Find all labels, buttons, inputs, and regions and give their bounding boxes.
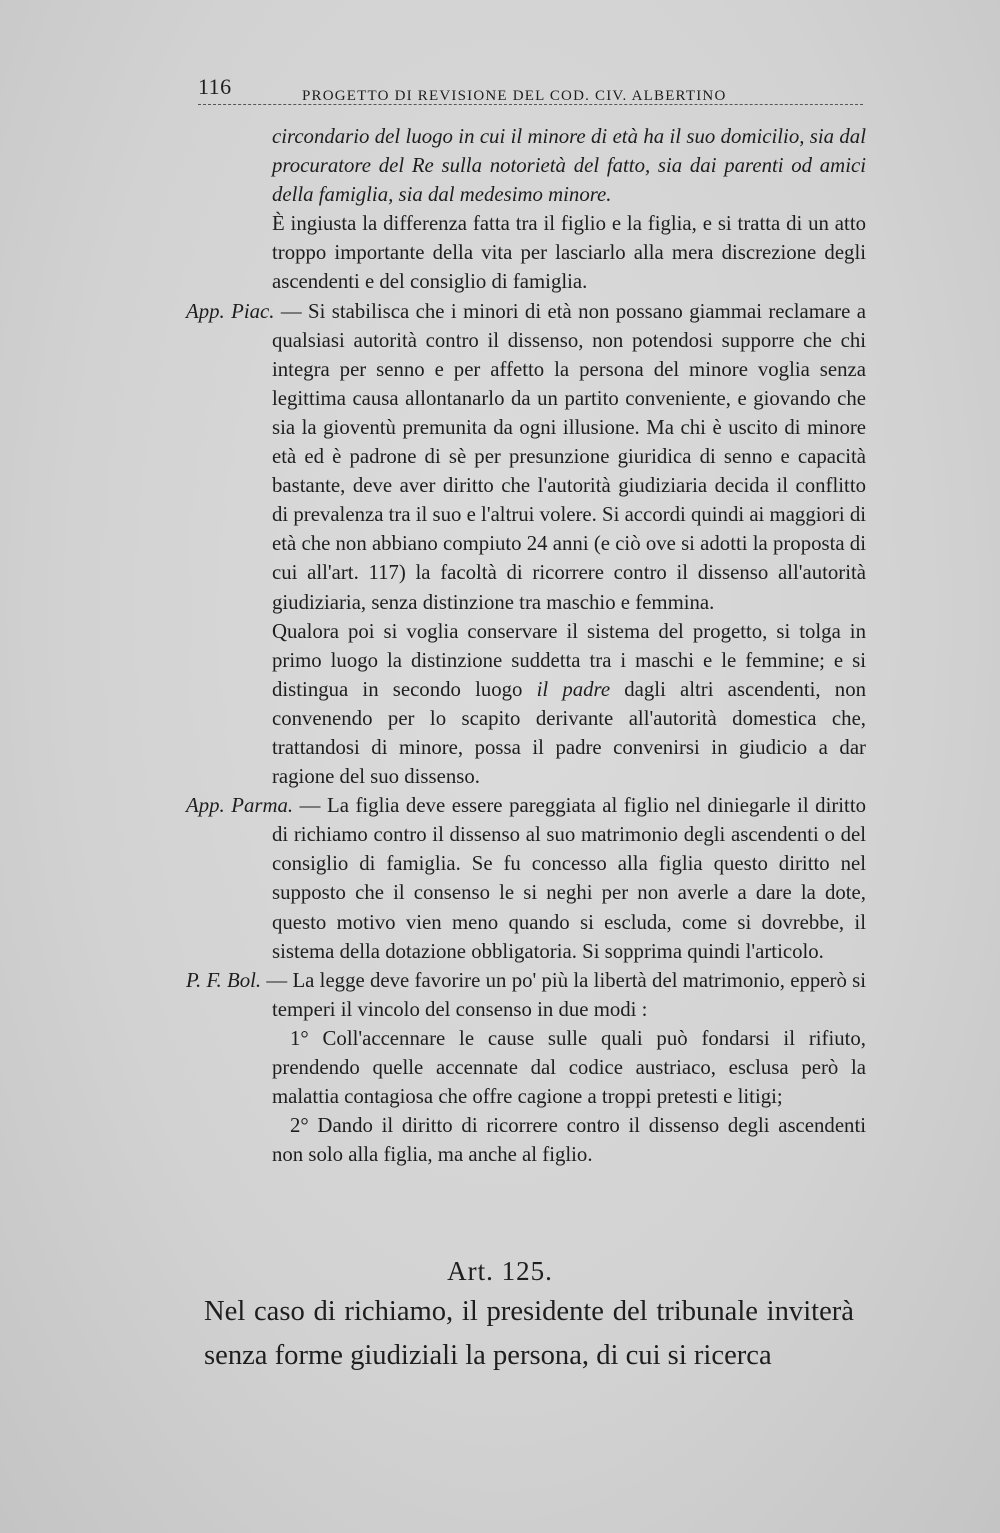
comment-parma [186, 791, 866, 966]
comment-bologna-text: — La legge deve favorire un po' più la libertà del matrimonio, epperò si temperi il vincolo del consenso in due modi : [266, 968, 866, 1021]
source-label-piacenza: App. Piac. [186, 299, 275, 323]
enumerated-point-2 [186, 1111, 866, 1169]
running-header [198, 74, 863, 105]
article-heading: Art. 125. [447, 1256, 553, 1286]
comment-piacenza-text: — Si stabilisca che i minori di età non possano giammai reclamare a qualsiasi autorità contro il dissenso, non potendosi supporre che chi integra per senno e per affetto la persona del minore voglia senza legittima causa allontanarlo da un partito conveniente, e giovando che sia la gioventù premunita da ogni illusione. Ma chi è uscito di minore età ed è padrone di sè per presunzione giuridica di senno e capacità bastante, deve aver diritto che l'autorità giudiziaria decida il conflitto di prevalenza tra il suo e l'altrui volere. Si accordi quindi ai maggiori di età che non abbiano compiuto 24 anni (e ciò ove si adotti la proposta di cui all'art. 117) la facoltà di ricorrere contro il dissenso all'autorità giudiziaria, senza distinzione tra maschio e femmina. [272, 299, 866, 614]
enumerated-point-2-text: 2° Dando il diritto di ricorrere contro il dissenso degli ascendenti non solo alla figlia, ma anche al figlio. [272, 1114, 866, 1167]
source-label-parma: App. Parma. [186, 794, 294, 818]
commentary-body [186, 122, 866, 1169]
paragraph-ingiusta [186, 209, 866, 296]
paragraph-qualora-before: Qualora poi si voglia conservare il sistema del progetto, si tolga in primo luogo la distinzione suddetta tra i maschi e le femmine; e si distingua in secondo luogo [272, 619, 866, 701]
comment-bologna [186, 966, 866, 1024]
comment-parma-text: — La figlia deve essere pareggiata al figlio nel diniegarle il diritto di richiamo contro il dissenso al suo matrimonio degli ascendenti o del consiglio di famiglia. Se fu concesso alla figlia questo diritto nel supposto che il consenso le si neghi per non averle a dare la dote, questo motivo vien meno quando si escluda, come si dovrebbe, il sistema della dotazione obbligatoria. Si sopprima quindi l'articolo. [272, 794, 867, 963]
quoted-article-text: circondario del luogo in cui il minore di età ha il suo domicilio, sia dal procuratore del Re sulla notorietà del fatto, sia dai parenti od amici della famiglia, sia dal medesimo minore. [272, 125, 866, 207]
paragraph-qualora-after: dagli altri ascendenti, non convenendo per lo scapito derivante all'autorità domestica che, trattandosi di minore, possa il padre convenirsi in giudicio a dar ragione del suo dissenso. [272, 677, 866, 789]
paragraph-ingiusta-text: È ingiusta la differenza fatta tra il figlio e la figlia, e si tratta di un atto troppo importante della vita per lasciarlo alla mera discrezione degli ascendenti e del consiglio di famiglia. [272, 212, 866, 294]
source-label-bologna: P. F. Bol. [186, 968, 262, 992]
enumerated-point-1-text: 1° Coll'accennare le cause sulle quali può fondarsi il rifiuto, prendendo quelle accennate dal codice austriaco, esclusa però la malattia contagiosa che offre cagione a troppi pretesti e litigi; [272, 1026, 866, 1109]
article-text: Nel caso di richiamo, il presidente del tribunale inviterà senza forme giudiziali la persona, di cui si ricerca [204, 1296, 854, 1371]
paragraph-qualora-italic: il padre [536, 677, 611, 701]
comment-piacenza [186, 297, 866, 617]
page-number: 116 [198, 74, 232, 99]
paragraph-qualora [186, 617, 866, 792]
running-title: PROGETTO DI REVISIONE DEL COD. CIV. ALBERTINO [302, 88, 727, 104]
enumerated-point-1 [186, 1024, 866, 1111]
